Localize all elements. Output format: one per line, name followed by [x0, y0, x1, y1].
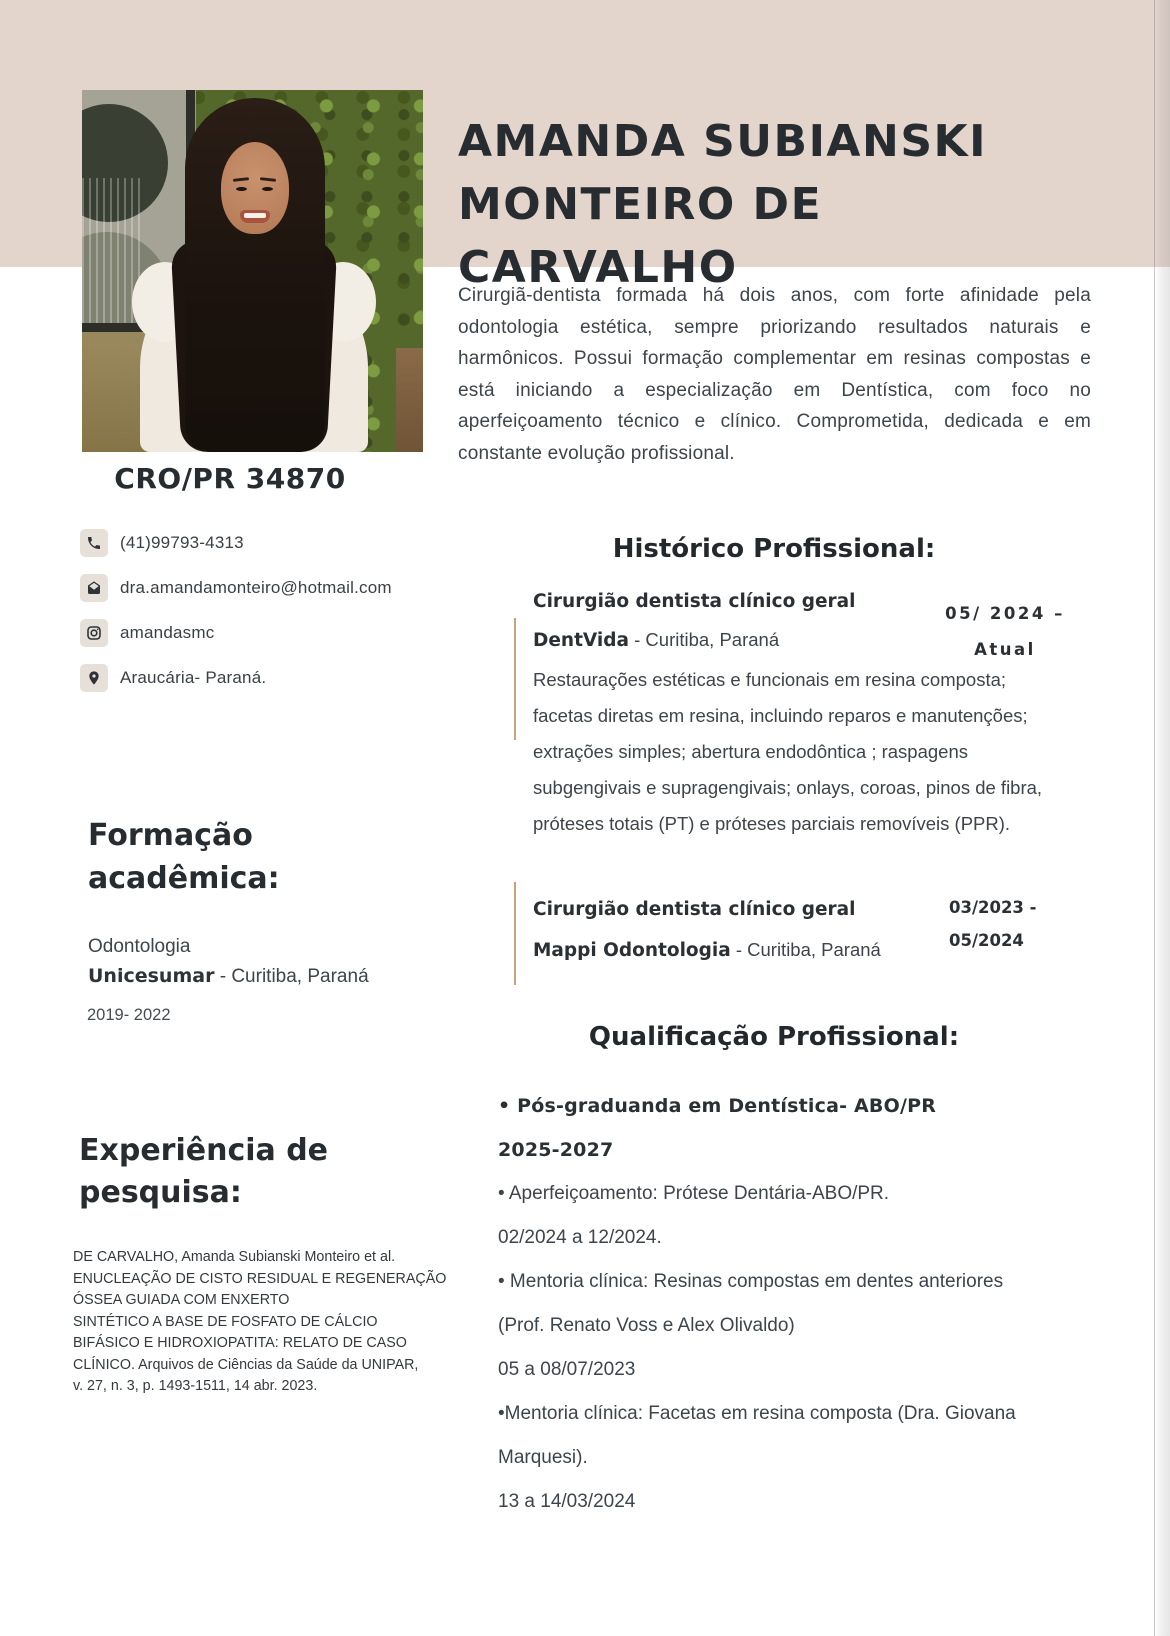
job2-accent-line — [514, 882, 516, 985]
education-years: 2019- 2022 — [87, 1006, 171, 1024]
education-section-heading — [88, 814, 280, 900]
citation-line: CLÍNICO. Arquivos de Ciências da Saúde da UNIPAR, — [73, 1356, 419, 1373]
job1-description-line: facetas diretas em resina, incluindo reparos e manutenções; — [533, 705, 1028, 726]
education-institution: Unicesumar — [88, 965, 215, 987]
qualification-line: • Mentoria clínica: Resinas compostas em dentes anteriores — [498, 1271, 1004, 1292]
citation-line: BIFÁSICO E HIDROXIOPATITA: RELATO DE CASO — [73, 1335, 407, 1351]
person-eye-left — [236, 187, 247, 191]
location-icon — [80, 664, 108, 692]
license-number: CRO/PR 34870 — [114, 462, 346, 495]
profile-summary: Cirurgiã-dentista formada há dois anos, com forte afinidade pela odontologia estética, sempre priorizando resultados naturais e harmônicos. Possui formação complementar em resinas compostas e está iniciando a especialização em Dentística, com foco no aperfeiçoamento técnico e clínico. Comprometida, dedicada e em constante evolução profissional. — [458, 285, 1091, 464]
experience-section-heading: Histórico Profissional: — [612, 534, 936, 564]
qualification-line: Marquesi). — [498, 1447, 588, 1468]
job1-company-line — [533, 629, 779, 651]
qualification-line: • Aperfeiçoamento: Prótese Dentária-ABO/PR. — [498, 1183, 890, 1204]
job1-description — [533, 662, 1042, 842]
citation-line: DE CARVALHO, Amanda Subianski Monteiro et al. — [73, 1249, 396, 1265]
job1-description-line: subgengivais e supragengivais; onlays, coroas, pinos de fibra, — [533, 777, 1043, 798]
education-institution-line — [88, 965, 369, 988]
job2-company: Mappi Odontologia — [533, 940, 731, 961]
name-line1: AMANDA SUBIANSKI — [458, 116, 987, 167]
education-heading-line1: Formação — [88, 818, 253, 853]
person-teeth — [244, 213, 266, 218]
qualification-line: 05 a 08/07/2023 — [498, 1359, 636, 1380]
qualification-line: • Pós-graduanda em Dentística- ABO/PR — [498, 1095, 937, 1117]
research-section-heading — [79, 1130, 328, 1214]
contact-row-location — [80, 664, 266, 692]
citation-line: SINTÉTICO A BASE DE FOSFATO DE CÁLCIO — [73, 1313, 378, 1330]
qualification-line: 2025-2027 — [498, 1139, 614, 1161]
job1-company-location: - Curitiba, Paraná — [628, 629, 780, 650]
person-eye-right — [262, 187, 273, 191]
research-heading-line2: pesquisa: — [79, 1175, 242, 1210]
qualification-list — [498, 1084, 1016, 1524]
email-icon — [80, 574, 108, 602]
research-heading-line1: Experiência de — [79, 1133, 329, 1168]
job2-company-location: - Curitiba, Paraná — [730, 939, 881, 960]
job2-period — [949, 892, 1037, 957]
job1-period — [938, 596, 1072, 668]
citation-line: ENUCLEAÇÃO DE CISTO RESIDUAL E REGENERAÇÃO — [73, 1270, 447, 1287]
qualification-section-heading: Qualificação Profissional: — [588, 1022, 960, 1052]
phone-number: (41)99793-4313 — [120, 533, 244, 552]
phone-icon — [80, 529, 108, 557]
education-course: Odontologia — [88, 936, 191, 957]
qualification-line: 13 a 14/03/2024 — [498, 1491, 636, 1512]
instagram-handle: amandasmc — [120, 623, 215, 642]
qualification-line: (Prof. Renato Voss e Alex Olivaldo) — [498, 1315, 795, 1336]
qualification-line: 02/2024 a 12/2024. — [498, 1227, 662, 1248]
location-text: Araucária- Paraná. — [120, 668, 267, 687]
job1-title: Cirurgião dentista clínico geral — [533, 591, 856, 612]
contact-row-instagram — [80, 619, 214, 647]
job1-period-line1: 05/ 2024 – — [945, 604, 1065, 623]
job2-period-line1: 03/2023 - — [949, 898, 1037, 917]
job2-period-line2: 05/2024 — [949, 930, 1024, 950]
job1-accent-line — [514, 618, 516, 740]
page-title-name — [458, 110, 1103, 299]
citation-line: ÓSSEA GUIADA COM ENXERTO — [73, 1292, 290, 1308]
job2-company-line — [533, 939, 881, 961]
contact-row-email — [80, 574, 392, 602]
instagram-icon — [80, 619, 108, 647]
email-address: dra.amandamonteiro@hotmail.com — [120, 578, 392, 597]
qualification-line: •Mentoria clínica: Facetas em resina composta (Dra. Giovana — [498, 1403, 1016, 1424]
job1-period-line2: Atual — [974, 640, 1036, 659]
job1-description-line: próteses totais (PT) e próteses parciais removíveis (PPR). — [533, 813, 1011, 834]
contact-row-phone — [80, 529, 244, 557]
research-citation — [73, 1247, 446, 1398]
page-edge-shadow — [1154, 0, 1170, 1636]
portrait-photo — [82, 90, 423, 452]
job2-title: Cirurgião dentista clínico geral — [533, 899, 856, 920]
citation-line: v. 27, n. 3, p. 1493-1511, 14 abr. 2023. — [73, 1378, 318, 1394]
job1-company: DentVida — [533, 630, 629, 651]
name-line2: MONTEIRO DE CARVALHO — [458, 179, 823, 293]
photo-wood-post — [396, 348, 423, 452]
job1-description-line: extrações simples; abertura endodôntica ; raspagens — [533, 741, 969, 762]
education-heading-line2: acadêmica: — [88, 861, 280, 896]
job1-description-line: Restaurações estéticas e funcionais em resina composta; — [533, 669, 1007, 690]
education-institution-location: - Curitiba, Paraná — [214, 966, 369, 987]
